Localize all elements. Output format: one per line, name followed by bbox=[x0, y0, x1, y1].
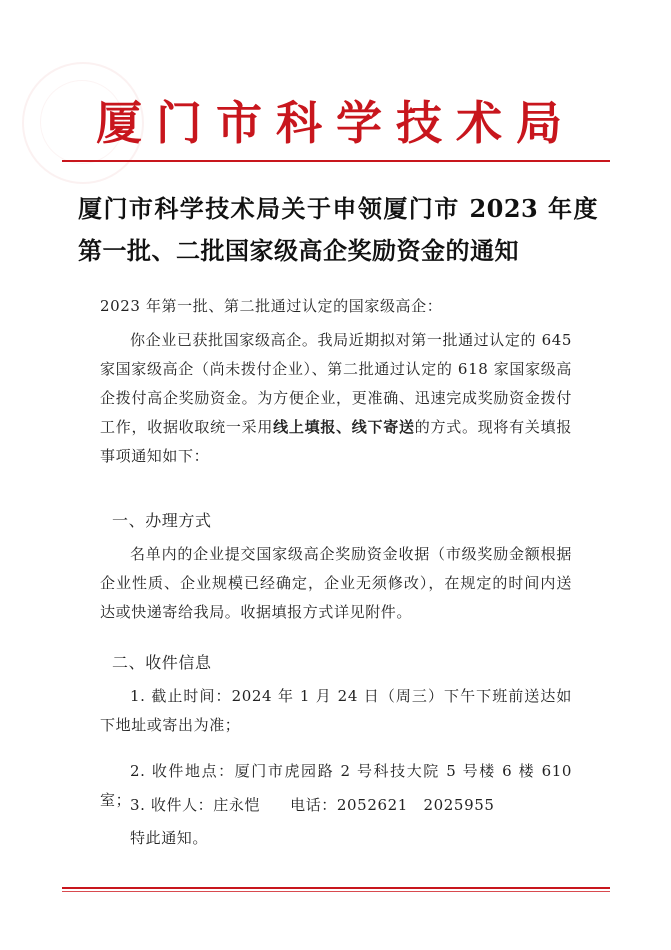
salutation: 2023 年第一批、第二批通过认定的国家级高企： bbox=[100, 297, 443, 315]
letterhead-org-name: 厦门市科学技术局 bbox=[96, 96, 576, 150]
closing-line: 特此通知。 bbox=[130, 829, 209, 847]
recipient-item bbox=[100, 791, 572, 820]
footer-red-rule-thin bbox=[62, 891, 610, 892]
deadline-item: 1. 截止时间：2024 年 1 月 24 日（周三）下午下班前送达如下地址或寄出为准； bbox=[100, 687, 572, 734]
recipient-phone: 电话：2052621 2025955 bbox=[290, 796, 495, 814]
intro-emphasis: 线上填报、线下寄送 bbox=[273, 418, 415, 436]
section1-body: 名单内的企业提交国家级高企奖励资金收据（市级奖励金额根据企业性质、企业规模已经确定，企业无须修改），在规定的时间内送达或快递寄给我局。收据填报方式详见附件。 bbox=[100, 545, 572, 621]
section2-heading: 二、收件信息 bbox=[112, 653, 212, 672]
notice-title: 厦门市科学技术局关于申领厦门市 2023 年度第一批、二批国家级高企奖励资金的通知 bbox=[78, 194, 598, 265]
letterhead-red-rule bbox=[62, 160, 610, 162]
footer-red-rule bbox=[62, 887, 610, 889]
intro-paragraph bbox=[100, 326, 572, 471]
intro-text-2: 的方式。现将有关填报事项通知如下： bbox=[100, 418, 572, 465]
section1-heading: 一、办理方式 bbox=[112, 511, 212, 530]
recipient-name: 3. 收件人：庄永恺 bbox=[130, 796, 261, 814]
intro-text-1: 你企业已获批国家级高企。我局近期拟对第一批通过认定的 645 家国家级高企（尚未拨付企业）、第二批通过认定的 618 家国家级高企拨付高企奖励资金。为方便企业，更准确、迅速完成奖励资金拨付工作，收据收取统一采用 bbox=[100, 331, 572, 436]
address-item: 2. 收件地点：厦门市虎园路 2 号科技大院 5 号楼 6 楼 610 室； bbox=[100, 762, 572, 809]
